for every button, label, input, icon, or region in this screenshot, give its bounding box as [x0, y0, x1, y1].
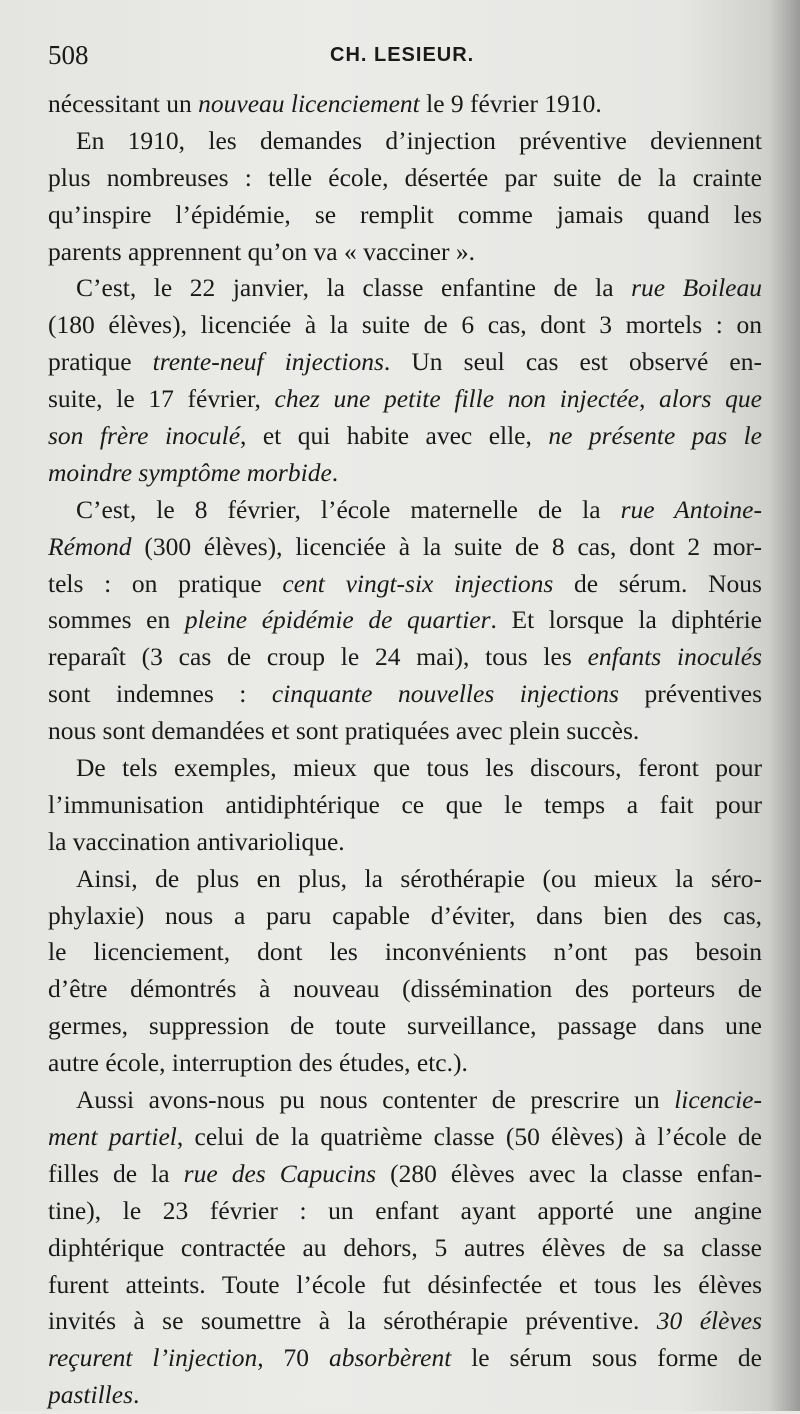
italic-segment: licencie-: [674, 1085, 762, 1115]
italic-segment: rue des Capucins: [183, 1158, 377, 1188]
text-line: [48, 971, 762, 1008]
text-line: [48, 1340, 762, 1377]
text-line: [48, 381, 762, 418]
text-segment: préventives: [618, 679, 762, 709]
text-segment: le licenciement, dont les inconvénients n’ont pas besoin: [48, 937, 762, 967]
italic-segment: absorbèrent: [328, 1343, 452, 1373]
text-segment: En 1910, les demandes d’injection préventive deviennent: [76, 125, 762, 155]
text-segment: qu’inspire l’épidémie, se remplit comme jamais quand les: [48, 199, 762, 229]
text-segment: pratique: [48, 347, 153, 377]
text-line: [48, 1119, 762, 1156]
text-segment: plus nombreuses : telle école, désertée par suite de la crainte: [48, 162, 762, 192]
text-segment: sont indemnes :: [48, 679, 272, 709]
text-line: [48, 676, 762, 713]
text-line: [48, 1230, 762, 1267]
text-line: [48, 197, 762, 234]
text-line: [48, 750, 762, 787]
text-segment: nous sont demandées et sont pratiquées avec plein succès.: [48, 716, 640, 746]
italic-segment: pastilles: [48, 1380, 134, 1410]
text-line: [48, 492, 762, 529]
italic-segment: rue Antoine-: [620, 494, 762, 524]
text-segment: , 70: [257, 1343, 329, 1373]
text-segment: de sérum. Nous: [553, 568, 762, 598]
text-line: [48, 123, 762, 160]
text-line: [48, 270, 762, 307]
text-line: [48, 1303, 762, 1340]
text-line: [48, 713, 762, 750]
text-segment: parents apprennent qu’on va « vacciner ».: [48, 236, 475, 266]
text-segment: diphtérique contractée au dehors, 5 autres élèves de sa classe: [48, 1232, 762, 1262]
text-segment: C’est, le 8 février, l’école maternelle de la: [76, 494, 621, 524]
text-segment: germes, suppression de toute surveillance, passage dans une: [48, 1011, 762, 1041]
text-segment: sommes en: [48, 605, 185, 635]
italic-segment: 30 élèves: [656, 1306, 762, 1336]
text-segment: tels : on pratique: [48, 568, 283, 598]
text-segment: C’est, le 22 janvier, la classe enfantine de la: [76, 273, 632, 303]
text-segment: . Un seul cas est observé en-: [383, 347, 762, 377]
text-line: [48, 160, 762, 197]
text-line: [48, 307, 762, 344]
page-number: 508: [48, 40, 89, 70]
text-line: [48, 861, 762, 898]
italic-segment: Rémond: [48, 531, 132, 561]
text-line: [48, 1267, 762, 1304]
text-line: [48, 934, 762, 971]
text-line: [48, 824, 762, 861]
text-segment: (280 élèves avec la classe enfan-: [376, 1158, 762, 1188]
text-line: [48, 529, 762, 566]
body-text: [48, 86, 762, 1414]
text-segment: Aussi avons-nous pu nous contenter de prescrire un: [76, 1085, 675, 1115]
text-line: [48, 1156, 762, 1193]
text-segment: d’être démontrés à nouveau (dissémination des porteurs de: [48, 974, 762, 1004]
text-line: [48, 1082, 762, 1119]
text-segment: nécessitant un: [48, 89, 199, 118]
text-segment: filles de la: [48, 1158, 184, 1188]
text-segment: (180 élèves), licenciée à la suite de 6 cas, dont 3 mortels : on: [48, 310, 762, 340]
text-segment: , et qui habite avec elle,: [240, 421, 549, 451]
italic-segment: enfants inoculés: [587, 642, 762, 672]
italic-segment: son frère inoculé: [48, 421, 241, 451]
text-line: [48, 566, 762, 603]
text-segment: phylaxie) nous a paru capable d’éviter, dans bien des cas,: [48, 900, 762, 930]
text-segment: tine), le 23 février : un enfant ayant apporté une angine: [48, 1195, 762, 1225]
italic-segment: nouveau licenciement: [198, 89, 420, 118]
italic-segment: cinquante nouvelles injections: [271, 679, 619, 709]
italic-segment: rue Boileau: [631, 273, 762, 303]
text-segment: Ainsi, de plus en plus, la sérothérapie (ou mieux la séro-: [76, 863, 762, 893]
text-segment: le 9 février 1910.: [419, 89, 602, 118]
text-segment: l’immunisation antidiphtérique ce que le temps a fait pour: [48, 789, 762, 819]
text-segment: . Et lorsque la diphtérie: [490, 605, 762, 635]
text-line: [48, 418, 762, 455]
text-line: [48, 639, 762, 676]
text-segment: furent atteints. Toute l’école fut désinfectée et tous les élèves: [48, 1269, 762, 1299]
text-segment: suite, le 17 février,: [48, 384, 275, 414]
italic-segment: pleine épidémie de quartier: [184, 605, 491, 635]
italic-segment: ment partiel: [48, 1121, 177, 1151]
text-line: [48, 1045, 762, 1082]
text-line: [48, 602, 762, 639]
text-segment: autre école, interruption des études, etc.).: [48, 1048, 468, 1078]
running-head: CH. LESIEUR.: [330, 44, 475, 66]
text-segment: le sérum sous forme de: [451, 1343, 762, 1373]
italic-segment: chez une petite fille non injectée, alors que: [274, 384, 762, 414]
text-segment: .: [133, 1380, 140, 1410]
text-segment: (300 élèves), licenciée à la suite de 8 cas, dont 2 mor-: [131, 531, 762, 561]
italic-segment: moindre symptôme morbide: [48, 457, 332, 487]
italic-segment: cent vingt-six injections: [282, 568, 554, 598]
text-line: [48, 787, 762, 824]
text-segment: De tels exemples, mieux que tous les discours, feront pour: [76, 753, 762, 783]
text-line: [48, 86, 762, 123]
text-line: [48, 898, 762, 935]
text-segment: la vaccination antivariolique.: [48, 826, 345, 856]
text-line: [48, 344, 762, 381]
text-segment: invités à se soumettre à la sérothérapie préventive.: [48, 1306, 657, 1336]
text-line: [48, 234, 762, 271]
text-segment: reparaît (3 cas de croup le 24 mai), tous les: [48, 642, 588, 672]
text-line: [48, 1008, 762, 1045]
text-line: [48, 455, 762, 492]
italic-segment: trente-neuf injections: [152, 347, 384, 377]
text-segment: , celui de la quatrième classe (50 élèves) à l’école de: [176, 1121, 762, 1151]
text-segment: .: [331, 457, 339, 487]
page-header: [48, 40, 752, 80]
italic-segment: reçurent l’injection: [48, 1343, 258, 1373]
text-line: [48, 1377, 762, 1414]
text-line: [48, 1193, 762, 1230]
italic-segment: ne présente pas le: [548, 421, 763, 451]
